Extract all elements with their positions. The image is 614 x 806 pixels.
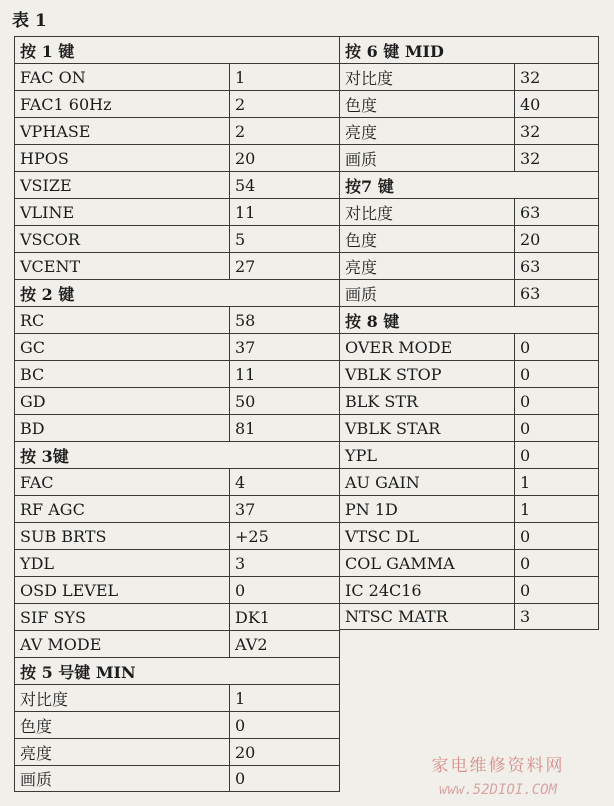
section-header-row — [339, 171, 599, 198]
table-row — [14, 684, 340, 711]
setting-value: 1 — [520, 499, 531, 519]
setting-name: COL GAMMA — [340, 550, 515, 576]
setting-name: VSIZE — [15, 172, 230, 198]
table-row — [14, 333, 340, 360]
section-header-row — [14, 279, 340, 306]
setting-name: VLINE — [15, 199, 230, 225]
setting-value: 11 — [235, 202, 256, 222]
table-caption: 表 1 — [12, 11, 47, 31]
setting-name: YDL — [15, 550, 230, 576]
setting-value: 27 — [235, 256, 256, 276]
table-row — [339, 441, 599, 468]
table-row — [339, 576, 599, 603]
setting-value: 1 — [235, 688, 246, 708]
table-row — [339, 90, 599, 117]
setting-value: +25 — [235, 526, 269, 546]
section-header-row — [14, 441, 340, 468]
setting-value: 20 — [520, 229, 541, 249]
setting-value: 37 — [235, 499, 256, 519]
setting-value: 0 — [520, 364, 531, 384]
table-row — [339, 333, 599, 360]
setting-name: OSD LEVEL — [15, 577, 230, 603]
setting-name: GD — [15, 388, 230, 414]
setting-name: OVER MODE — [340, 334, 515, 360]
setting-value: 20 — [235, 742, 256, 762]
setting-value: 0 — [235, 715, 246, 735]
setting-name: 画质 — [340, 145, 515, 171]
setting-name: 色度 — [340, 91, 515, 117]
setting-name: VTSC DL — [340, 523, 515, 549]
section-header-row — [339, 36, 599, 63]
setting-value: 3 — [520, 607, 531, 626]
setting-value: 0 — [520, 391, 531, 411]
setting-value: AV2 — [235, 634, 268, 654]
setting-name: 对比度 — [340, 199, 515, 225]
table-row — [14, 495, 340, 522]
table-row — [339, 252, 599, 279]
section-header: 按7 键 — [345, 176, 394, 196]
setting-name: 亮度 — [15, 739, 230, 765]
table-row — [14, 738, 340, 765]
setting-name: 亮度 — [340, 118, 515, 144]
setting-value: 4 — [235, 472, 246, 492]
section-header: 按 3键 — [20, 446, 69, 466]
setting-name: AV MODE — [15, 631, 230, 657]
setting-value: 5 — [235, 229, 246, 249]
setting-value: 32 — [520, 121, 541, 141]
setting-value: 0 — [520, 418, 531, 438]
section-header-row — [339, 306, 599, 333]
setting-name: RC — [15, 307, 230, 333]
setting-name: 画质 — [340, 280, 515, 306]
table-row — [14, 360, 340, 387]
table-row — [339, 117, 599, 144]
setting-value: 1 — [520, 472, 531, 492]
table-row — [339, 549, 599, 576]
setting-name: 对比度 — [15, 685, 230, 711]
table-row — [339, 522, 599, 549]
table-row — [14, 387, 340, 414]
setting-name: FAC ON — [15, 64, 230, 90]
setting-name: VSCOR — [15, 226, 230, 252]
setting-name: BD — [15, 415, 230, 441]
setting-name: 色度 — [340, 226, 515, 252]
section-header: 按 8 键 — [345, 311, 400, 331]
setting-name: NTSC MATR — [340, 604, 515, 629]
table-row — [339, 63, 599, 90]
table-row — [14, 603, 340, 630]
table-row — [14, 171, 340, 198]
table-right-column — [339, 36, 599, 630]
section-header: 按 1 键 — [20, 41, 75, 61]
setting-value: 2 — [235, 121, 246, 141]
table-row — [339, 468, 599, 495]
table-left-column — [14, 36, 340, 792]
setting-name: HPOS — [15, 145, 230, 171]
section-header-row — [14, 657, 340, 684]
setting-value: 0 — [235, 580, 246, 600]
setting-value: DK1 — [235, 607, 270, 627]
setting-value: 32 — [520, 67, 541, 87]
setting-value: 58 — [235, 310, 256, 330]
watermark-url: www.52DIOI.COM — [438, 782, 557, 798]
setting-value: 11 — [235, 364, 256, 384]
setting-value: 2 — [235, 94, 246, 114]
setting-name: VPHASE — [15, 118, 230, 144]
setting-value: 81 — [235, 418, 256, 438]
setting-name: SIF SYS — [15, 604, 230, 630]
setting-value: 0 — [520, 337, 531, 357]
table-row — [339, 414, 599, 441]
setting-value: 54 — [235, 175, 256, 195]
watermark-text: 家电维修资料网 — [431, 756, 565, 776]
setting-value: 0 — [520, 526, 531, 546]
table-row — [339, 387, 599, 414]
table-row — [14, 522, 340, 549]
table-row — [14, 198, 340, 225]
table-row — [14, 225, 340, 252]
setting-name: RF AGC — [15, 496, 230, 522]
table-row — [339, 603, 599, 630]
setting-name: IC 24C16 — [340, 577, 515, 603]
setting-value: 63 — [520, 256, 541, 276]
setting-value: 0 — [520, 553, 531, 573]
table-row — [339, 279, 599, 306]
setting-value: 1 — [235, 67, 246, 87]
setting-value: 32 — [520, 148, 541, 168]
table-row — [14, 117, 340, 144]
setting-name: FAC1 60Hz — [15, 91, 230, 117]
setting-value: 40 — [520, 94, 541, 114]
setting-value: 0 — [520, 445, 531, 465]
table-row — [339, 360, 599, 387]
table-row — [14, 306, 340, 333]
setting-name: VBLK STOP — [340, 361, 515, 387]
setting-name: VCENT — [15, 253, 230, 279]
setting-value: 0 — [520, 580, 531, 600]
setting-value: 37 — [235, 337, 256, 357]
setting-name: GC — [15, 334, 230, 360]
setting-name: BLK STR — [340, 388, 515, 414]
setting-name: FAC — [15, 469, 230, 495]
setting-value: 20 — [235, 148, 256, 168]
table-row — [14, 63, 340, 90]
setting-value: 3 — [235, 553, 246, 573]
setting-name: SUB BRTS — [15, 523, 230, 549]
setting-name: VBLK STAR — [340, 415, 515, 441]
table-row — [14, 144, 340, 171]
setting-name: YPL — [340, 442, 515, 468]
table-row — [339, 198, 599, 225]
table-row — [339, 495, 599, 522]
table-row — [14, 549, 340, 576]
table-row — [14, 90, 340, 117]
setting-name: 画质 — [15, 766, 230, 791]
table-row — [14, 576, 340, 603]
setting-name: AU GAIN — [340, 469, 515, 495]
section-header: 按 5 号键 MIN — [20, 662, 136, 682]
setting-value: 63 — [520, 202, 541, 222]
setting-value: 50 — [235, 391, 256, 411]
table-row — [14, 630, 340, 657]
setting-name: PN 1D — [340, 496, 515, 522]
setting-value: 63 — [520, 283, 541, 303]
section-header-row — [14, 36, 340, 63]
setting-name: 对比度 — [340, 64, 515, 90]
table-row — [339, 144, 599, 171]
section-header: 按 6 键 MID — [345, 41, 444, 61]
table-row — [14, 765, 340, 792]
table-row — [339, 225, 599, 252]
section-header: 按 2 键 — [20, 284, 75, 304]
table-row — [14, 414, 340, 441]
table-row — [14, 711, 340, 738]
table-row — [14, 468, 340, 495]
setting-value: 0 — [235, 769, 246, 788]
table-row — [14, 252, 340, 279]
setting-name: 色度 — [15, 712, 230, 738]
setting-name: BC — [15, 361, 230, 387]
setting-name: 亮度 — [340, 253, 515, 279]
